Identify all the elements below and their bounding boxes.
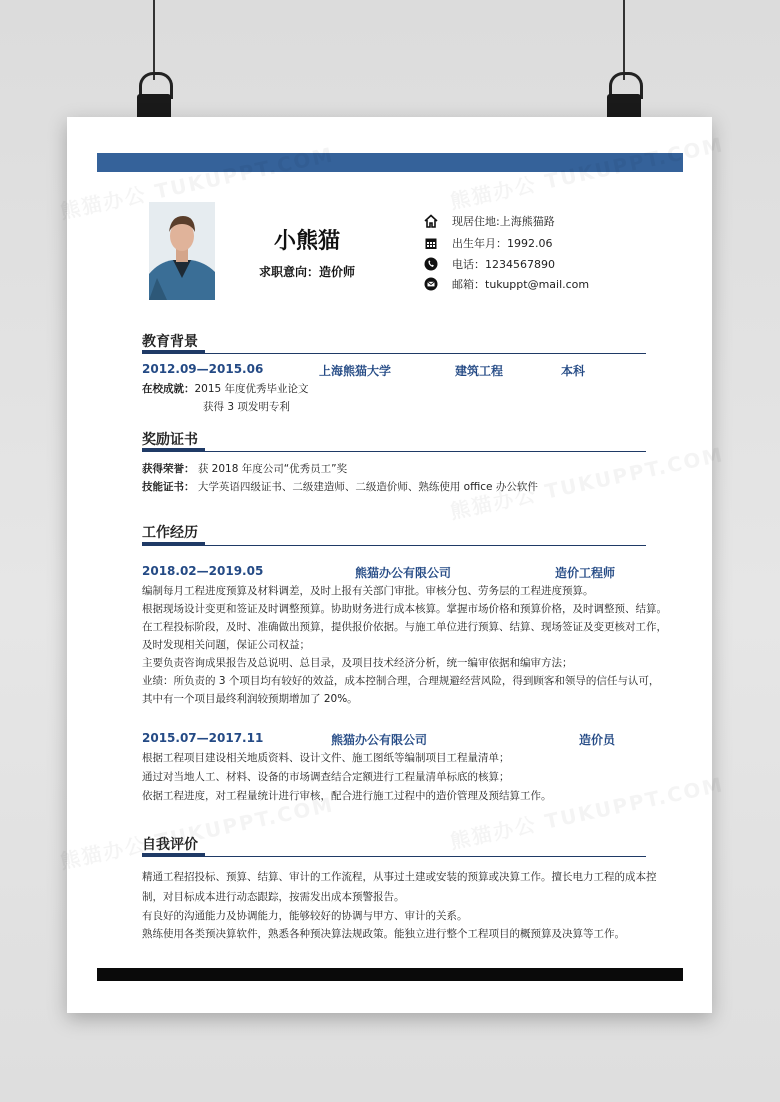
- skill-text: 大学英语四级证书、二级建造师、二级造价师、熟练使用 office 办公软件: [197, 481, 538, 493]
- email-text: 邮箱：tukuppt@mail.com: [452, 278, 590, 291]
- achievement-text-1: 2015 年度优秀毕业论文: [194, 383, 309, 395]
- section-divider: [142, 353, 646, 354]
- education-degree: 本科: [561, 364, 586, 378]
- binder-clip-left: [125, 0, 185, 135]
- birth-text: 出生年月：1992.06: [452, 237, 553, 250]
- education-major: 建筑工程: [455, 364, 504, 378]
- phone-icon: [424, 257, 438, 271]
- contact-birth: [424, 235, 553, 251]
- resume-paper: [67, 117, 712, 1013]
- applicant-name: 小熊猫: [273, 229, 340, 254]
- section-divider: [142, 856, 646, 857]
- contact-address: [424, 213, 555, 229]
- self-line: 熟练使用各类预决算软件，熟悉各种预决算法规政策。能独立进行整个工程项目的概预算及决算等工作。: [142, 928, 625, 940]
- contact-phone: [424, 256, 555, 272]
- job-position: 造价员: [579, 733, 616, 747]
- section-title-education: 教育背景: [142, 334, 198, 350]
- job-line: 编制每月工程进度预算及材料调差，及时上报有关部门审批。审核分包、劳务层的工程进度预算。: [142, 585, 594, 597]
- skill-label: 技能证书：: [142, 481, 195, 493]
- section-divider: [142, 545, 646, 546]
- job-company: 熊猫办公有限公司: [355, 566, 452, 580]
- calendar-icon: [424, 236, 438, 250]
- job-position: 造价工程师: [555, 566, 616, 580]
- honor-label: 获得荣誉：: [142, 463, 195, 475]
- job-line: 依据工程进度，对工程量统计进行审核，配合进行施工过程中的造价管理及预结算工作。: [142, 790, 552, 802]
- job-period: 2015.07—2017.11: [142, 731, 264, 745]
- binder-clip-right: [595, 0, 655, 135]
- award-skill: [142, 479, 538, 494]
- award-honor: [142, 461, 347, 476]
- job-intent: 求职意向：造价师: [258, 265, 355, 279]
- achievement-text-2: 获得 3 项发明专利: [203, 401, 290, 413]
- section-title-self: 自我评价: [142, 837, 198, 853]
- contact-email: [424, 276, 589, 292]
- honor-text: 获 2018 年度公司“优秀员工”奖: [197, 463, 348, 475]
- education-school: 上海熊猫大学: [319, 364, 392, 378]
- address-text: 现居住地:上海熊猫路: [452, 215, 555, 228]
- job-company: 熊猫办公有限公司: [331, 733, 428, 747]
- education-period: 2012.09—2015.06: [142, 362, 264, 376]
- section-title-awards: 奖励证书: [142, 432, 198, 448]
- section-title-work: 工作经历: [142, 525, 198, 541]
- job-line: 主要负责咨询成果报告及总说明、总目录，及项目技术经济分析，统一编审依据和编审方法；: [142, 657, 573, 669]
- self-line: 精通工程招投标、预算、结算、审计的工作流程，从事过土建或安装的预算或决算工作。擅长电力工程的成本控: [142, 871, 657, 883]
- self-line: 有良好的沟通能力及协调能力，能够较好的协调与甲方、审计的关系。: [142, 910, 468, 922]
- home-icon: [424, 214, 438, 228]
- job-line: 业绩：所负责的 3 个项目均有较好的效益，成本控制合理，合理规避经营风险，得到顾客和领导的信任与认可，: [142, 675, 660, 687]
- education-achievement: [142, 381, 309, 396]
- achievement-label: 在校成就：: [142, 383, 195, 395]
- job-line: 及时发现相关问题，保证公司权益；: [142, 639, 310, 651]
- section-divider: [142, 451, 646, 452]
- job-line: 在工程投标阶段，及时、准确做出预算，提供报价依据。与施工单位进行预算、结算、现场签证及变更核对工作，: [142, 621, 667, 633]
- job-line: 根据现场设计变更和签证及时调整预算。协助财务进行成本核算。掌握市场价格和预算价格，及时调整预、结算。: [142, 603, 667, 615]
- self-line: 制，对目标成本进行动态跟踪，按需发出成本预警报告。: [142, 891, 405, 903]
- mail-icon: [424, 277, 438, 291]
- job-period: 2018.02—2019.05: [142, 564, 264, 578]
- phone-text: 电话：1234567890: [452, 258, 555, 271]
- job-line: 根据工程项目建设相关地质资料、设计文件、施工图纸等编制项目工程量清单；: [142, 752, 510, 764]
- job-line: 其中有一个项目最终利润较预期增加了 20%。: [142, 693, 358, 705]
- profile-photo: [149, 202, 215, 300]
- job-line: 通过对当地人工、材料、设备的市场调查结合定额进行工程量清单标底的核算；: [142, 771, 510, 783]
- bottom-accent-bar: [97, 968, 683, 981]
